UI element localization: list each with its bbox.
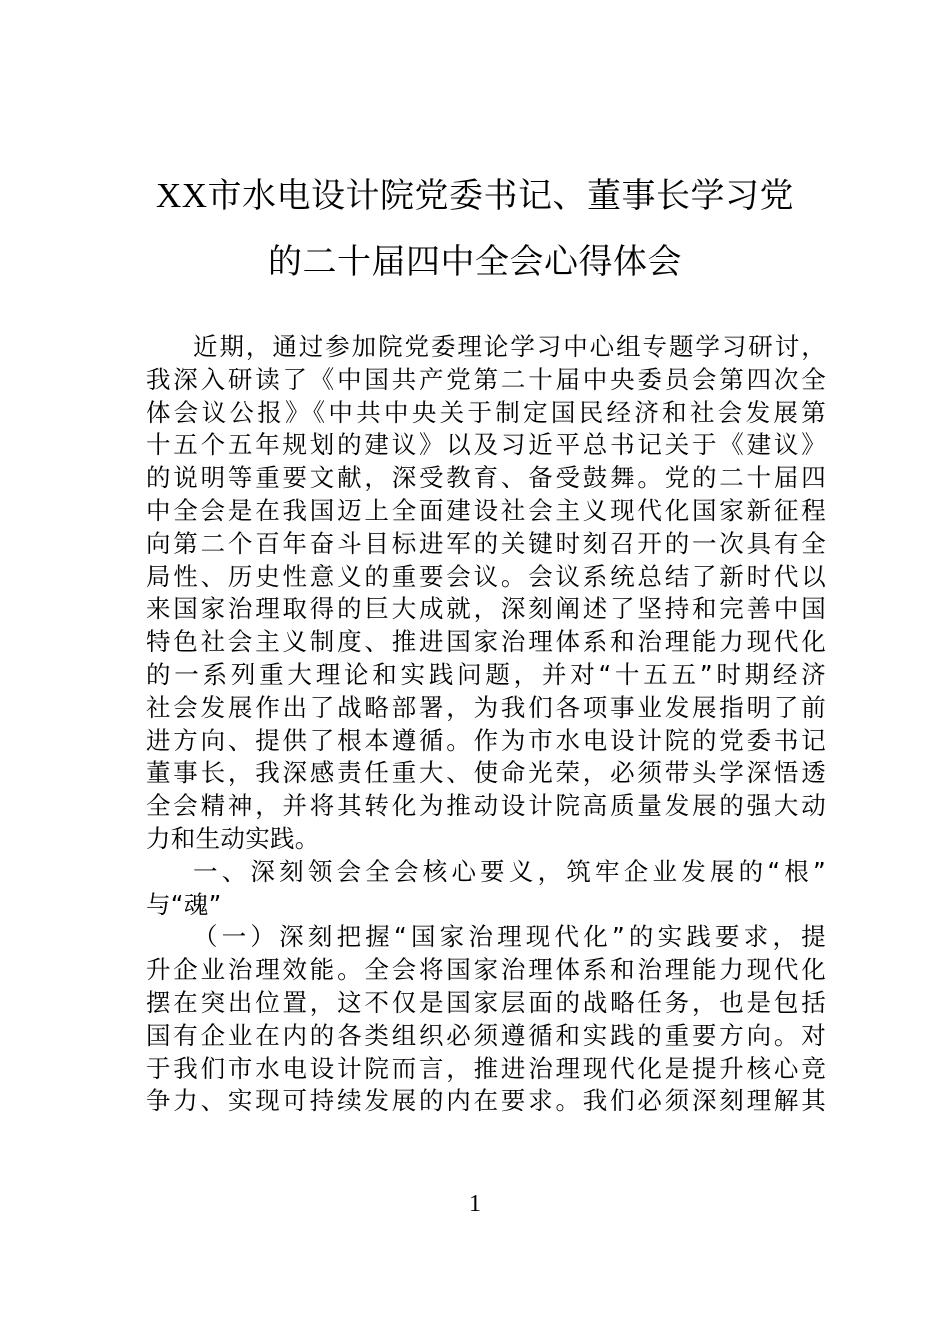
section-heading-1	[146, 856, 826, 922]
text-line: 向第二个百年奋斗目标进军的关键时刻召开的一次具有全	[146, 528, 826, 558]
text-line: 近期，通过参加院党委理论学习中心组专题学习研讨，	[193, 332, 826, 361]
text-line: 的一系列重大理论和实践问题，并对“十五五”时期经济	[146, 659, 826, 689]
text-line: 中全会是在我国迈上全面建设社会主义现代化国家新征程	[146, 495, 826, 525]
text-line: 特色社会主义制度、推进国家治理体系和治理能力现代化	[146, 627, 826, 657]
text-line: 进方向、提供了根本遵循。作为市水电设计院的党委书记	[146, 725, 826, 755]
text-line: 董事长，我深感责任重大、使命光荣，必须带头学深悟透	[146, 758, 826, 788]
text-line: 力和生动实践。	[146, 823, 320, 853]
text-line: 国有企业在内的各类组织必须遵循和实践的重要方向。对	[146, 1020, 826, 1050]
page-number: 1	[469, 1191, 481, 1217]
text-line: 的说明等重要文献，深受教育、备受鼓舞。党的二十届四	[146, 463, 826, 493]
text-line: 全会精神，并将其转化为推动设计院高质量发展的强大动	[146, 791, 826, 821]
heading-line: 与“魂”	[146, 889, 222, 919]
document-body	[146, 331, 826, 1118]
text-line: 于我们市水电设计院而言，推进治理现代化是提升核心竞	[146, 1053, 826, 1083]
text-line: 摆在突出位置，这不仅是国家层面的战略任务，也是包括	[146, 987, 826, 1017]
text-line: 我深入研读了《中国共产党第二十届中央委员会第四次全	[146, 364, 826, 394]
text-line: 争力、实现可持续发展的内在要求。我们必须深刻理解其	[146, 1086, 826, 1116]
document-title-line-2: 的二十届四中全会心得体会	[268, 242, 682, 282]
paragraph-intro	[146, 331, 826, 856]
text-line: 十五个五年规划的建议》以及习近平总书记关于《建议》	[146, 430, 826, 460]
text-line: （一）深刻把握“国家治理现代化”的实践要求，提	[193, 922, 826, 952]
paragraph-subsection-1	[146, 921, 826, 1118]
text-line: 局性、历史性意义的重要会议。会议系统总结了新时代以	[146, 561, 826, 591]
title-prefix: XX	[155, 176, 208, 215]
text-line: 社会发展作出了战略部署，为我们各项事业发展指明了前	[146, 692, 826, 722]
title-line-1-text: 市水电设计院党委书记、董事长学习党	[207, 176, 795, 216]
document-title-line-1	[0, 176, 950, 216]
text-line: 来国家治理取得的巨大成就，深刻阐述了坚持和完善中国	[146, 594, 826, 624]
heading-line: 一、深刻领会全会核心要义，筑牢企业发展的“根”	[193, 856, 826, 886]
text-line: 体会议公报》《中共中央关于制定国民经济和社会发展第	[146, 397, 826, 427]
text-line: 升企业治理效能。全会将国家治理体系和治理能力现代化	[146, 955, 826, 985]
